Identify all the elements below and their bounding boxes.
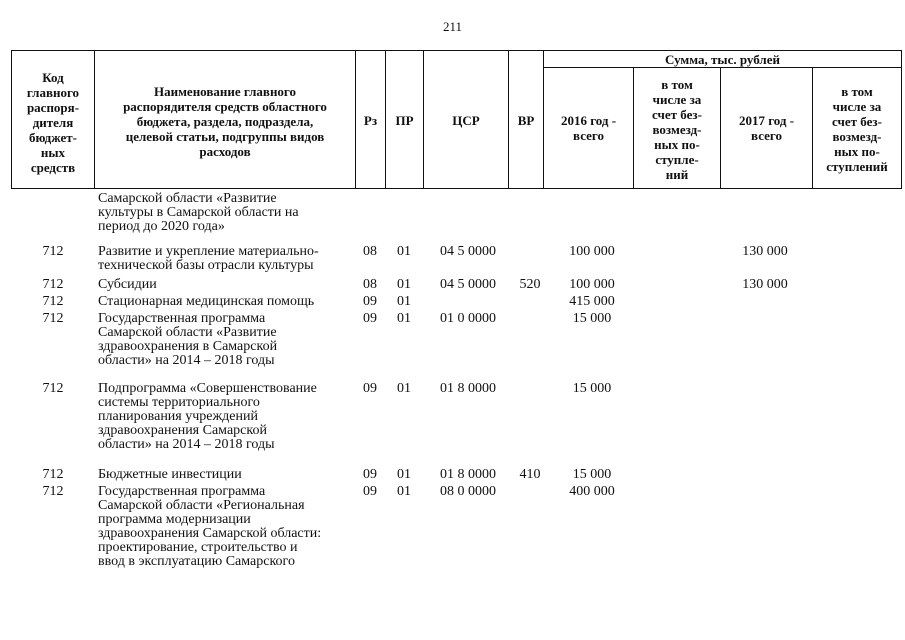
- header-sum: Сумма, тыс. рублей: [665, 51, 780, 67]
- header-bottom-line: [11, 188, 902, 189]
- cell-csr: 01 8 0000: [440, 381, 496, 396]
- cell-pr: 01: [397, 277, 411, 292]
- table-header: [11, 50, 902, 189]
- cell-rz: 08: [363, 244, 377, 259]
- header-code: Код главного распоря- дителя бюджет- ных средств: [26, 69, 80, 175]
- header-rz: Рз: [363, 112, 378, 128]
- cell-name: Стационарная медицинская помощь: [98, 294, 315, 309]
- cell-pr: 01: [397, 484, 411, 499]
- cell-code: 712: [42, 311, 64, 326]
- cell-sum-2017: 130 000: [742, 244, 788, 259]
- cell-csr: 04 5 0000: [440, 244, 496, 259]
- cell-rz: 09: [363, 467, 377, 482]
- header-2016-free: в том числе за счет без- возмезд- ных по- ступле- ний: [652, 76, 702, 182]
- header-pr: ПР: [395, 112, 414, 128]
- cell-code: 712: [42, 467, 64, 482]
- cell-name: Субсидии: [98, 277, 157, 292]
- header-2016-total: 2016 год - всего: [560, 113, 617, 143]
- cell-sum-2016: 15 000: [572, 311, 612, 326]
- cell-code: 712: [42, 294, 64, 309]
- cell-sum-2017: 130 000: [742, 277, 788, 292]
- cell-csr: 01 0 0000: [440, 311, 496, 326]
- cell-csr: 04 5 0000: [440, 277, 496, 292]
- header-name: Наименование главного распорядителя средств областного бюджета, раздела, подраздела, целевой статьи, подгруппы видов расходов: [123, 83, 327, 159]
- cell-sum-2016: 15 000: [572, 381, 612, 396]
- cell-csr: 01 8 0000: [440, 467, 496, 482]
- cell-code: 712: [42, 484, 64, 499]
- cell-csr: 08 0 0000: [440, 484, 496, 499]
- cell-vr: 520: [519, 277, 541, 292]
- cell-vr: 410: [519, 467, 541, 482]
- cell-sum-2016: 400 000: [569, 484, 615, 499]
- cell-name: Подпрограмма «Совершенствование системы территориального планирования учреждений здравоохранения Самарской области» на 2014 – 2018 годы: [98, 381, 317, 452]
- cell-pr: 01: [397, 381, 411, 396]
- cell-sum-2016: 100 000: [569, 244, 615, 259]
- cell-sum-2016: 415 000: [569, 294, 615, 309]
- cell-pr: 01: [397, 244, 411, 259]
- cell-pr: 01: [397, 294, 411, 309]
- header-2017-free: в том числе за счет без- возмезд- ных по- ступлений: [826, 84, 888, 174]
- cell-pr: 01: [397, 311, 411, 326]
- cell-code: 712: [42, 244, 64, 259]
- header-line-right: [901, 50, 902, 189]
- cell-name: Развитие и укрепление материально- технической базы отрасли культуры: [98, 244, 319, 273]
- cell-name: Бюджетные инвестиции: [98, 467, 242, 482]
- header-vr: ВР: [517, 112, 535, 128]
- header-2017-total: 2017 год - всего: [738, 113, 795, 143]
- page-number: 211: [442, 19, 463, 34]
- cell-sum-2016: 100 000: [569, 277, 615, 292]
- cell-sum-2016: 15 000: [572, 467, 612, 482]
- cell-rz: 09: [363, 381, 377, 396]
- cell-name: Государственная программа Самарской области «Региональная программа модернизации здравоохранения Самарской области: проектирование, строительство и ввод в эксплуатацию Самарского: [98, 484, 322, 569]
- cell-code: 712: [42, 277, 64, 292]
- cell-rz: 09: [363, 294, 377, 309]
- cell-rz: 09: [363, 311, 377, 326]
- header-csr: ЦСР: [452, 112, 480, 128]
- cell-name: Государственная программа Самарской области «Развитие здравоохранения в Самарской области» на 2014 – 2018 годы: [98, 311, 278, 368]
- cell-code: 712: [42, 381, 64, 396]
- cell-rz: 09: [363, 484, 377, 499]
- cell-pr: 01: [397, 467, 411, 482]
- cell-name: Самарской области «Развитие культуры в Самарской области на период до 2020 года»: [98, 191, 299, 234]
- cell-rz: 08: [363, 277, 377, 292]
